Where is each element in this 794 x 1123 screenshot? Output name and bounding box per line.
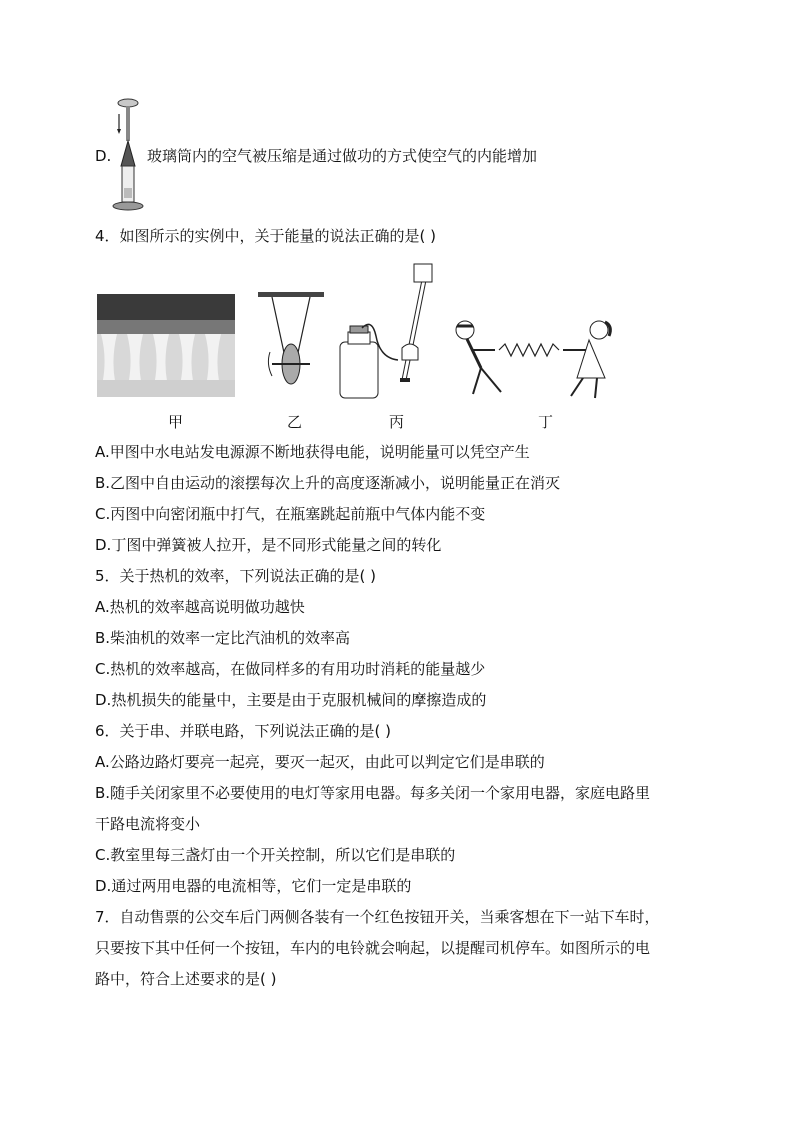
q4-option-a: A.甲图中水电站发电源源不断地获得电能，说明能量可以凭空产生: [95, 443, 530, 461]
q6-stem: 6．关于串、并联电路，下列说法正确的是( ): [95, 722, 392, 740]
q7-stem-line-3: 路中，符合上述要求的是( ): [95, 970, 277, 988]
q6-option-a: A.公路边路灯要亮一起亮，要灭一起灭，由此可以判定它们是串联的: [95, 753, 545, 771]
q6-option-d: D.通过两用电器的电流相等，它们一定是串联的: [95, 877, 412, 895]
q5-option-a: A.热机的效率越高说明做功越快: [95, 598, 305, 616]
q5-option-c: C.热机的效率越高，在做同样多的有用功时消耗的能量越少: [95, 660, 486, 678]
spring-pull-figure: [449, 318, 615, 402]
q4-option-b: B.乙图中自由运动的滚摆每次上升的高度逐渐减小，说明能量正在消灭: [95, 474, 561, 492]
maxwell-pendulum-figure: [258, 292, 324, 400]
q6-option-b: B.随手关闭家里不必要使用的电灯等家用电器。每多关闭一个家用电器，家庭电路里: [95, 784, 651, 802]
figure-caption-bing: 丙: [389, 413, 405, 431]
q5-stem: 5．关于热机的效率，下列说法正确的是( ): [95, 567, 377, 585]
q5-option-d: D.热机损失的能量中，主要是由于克服机械间的摩擦造成的: [95, 691, 487, 709]
hydropower-dam-figure: [97, 294, 235, 397]
compressed-air-cylinder-figure: [108, 96, 148, 214]
q6-option-c: C.教室里每三盏灯由一个开关控制，所以它们是串联的: [95, 846, 456, 864]
q6-option-b-cont: 干路电流将变小: [95, 815, 201, 833]
q4-option-d: D.丁图中弹簧被人拉开，是不同形式能量之间的转化: [95, 536, 442, 554]
figure-caption-ding: 丁: [538, 413, 554, 431]
bottle-pump-figure: [332, 256, 440, 402]
figure-caption-jia: 甲: [168, 413, 184, 431]
q5-option-b: B.柴油机的效率一定比汽油机的效率高: [95, 629, 351, 647]
q4-stem: 4．如图所示的实例中，关于能量的说法正确的是( ): [95, 227, 437, 245]
q7-stem-line-1: 7．自动售票的公交车后门两侧各装有一个红色按钮开关，当乘客想在下一站下车时，: [95, 908, 660, 926]
q4-option-c: C.丙图中向密闭瓶中打气，在瓶塞跳起前瓶中气体内能不变: [95, 505, 486, 523]
figure-caption-yi: 乙: [287, 413, 303, 431]
q7-stem-line-2: 只要按下其中任何一个按钮，车内的电铃就会响起，以提醒司机停车。如图所示的电: [95, 939, 651, 957]
q3-option-d-label: D.: [95, 147, 112, 165]
q3-option-d-text: 玻璃筒内的空气被压缩是通过做功的方式使空气的内能增加: [147, 147, 538, 165]
